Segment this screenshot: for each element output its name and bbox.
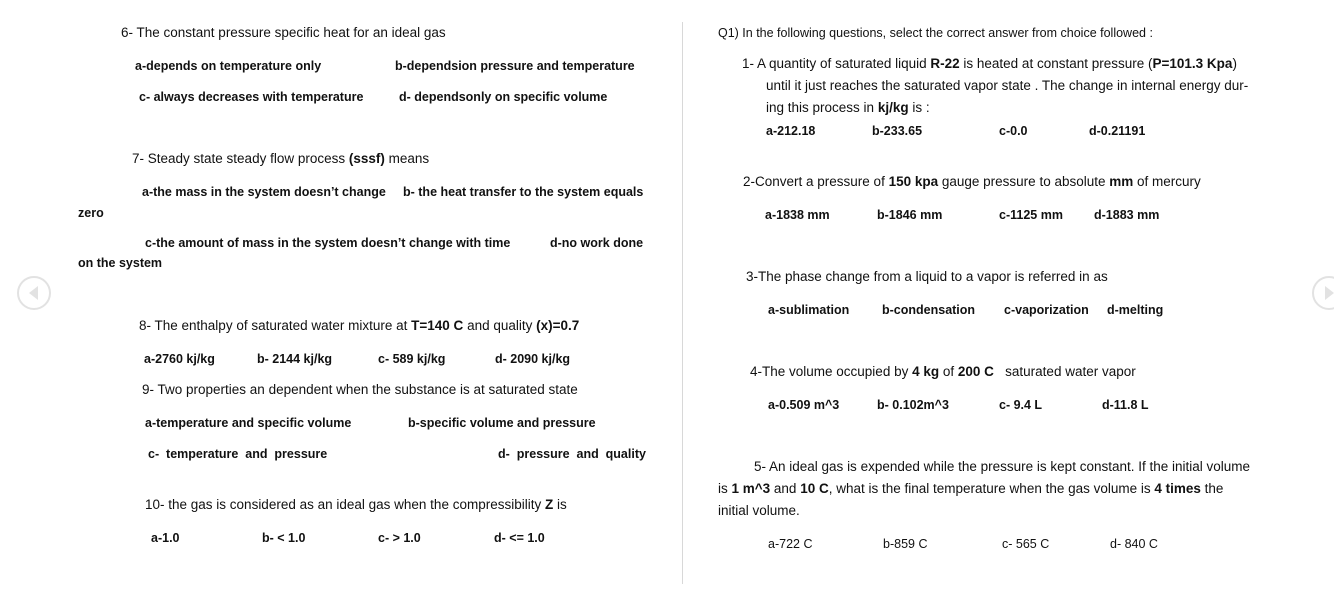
q9-stem: 9- Two properties an dependent when the substance is at saturated state [142,382,578,397]
q2-stem: 2-Convert a pressure of 150 kpa gauge pressure to absolute mm of mercury [743,174,1201,189]
q1-option-c: c-0.0 [999,124,1028,138]
q9-option-d: d- pressure and quality [498,447,646,461]
q6-stem: 6- The constant pressure specific heat for an ideal gas [121,25,446,40]
q8-option-b: b- 2144 kj/kg [257,352,333,366]
q3-stem: 3-The phase change from a liquid to a vapor is referred in as [746,269,1108,284]
q10-option-a: a-1.0 [151,531,180,545]
q1-stem-line3: ing this process in kj/kg is : [766,100,930,115]
q6-option-d: d- dependsonly on specific volume [399,90,608,104]
next-page-button[interactable] [1312,276,1334,310]
q4-option-b: b- 0.102m^3 [877,398,949,412]
q4-stem: 4-The volume occupied by 4 kg of 200 C saturated water vapor [750,364,1136,379]
q1-stem-line1: 1- A quantity of saturated liquid R-22 is heated at constant pressure (P=101.3 Kpa) [742,56,1237,71]
q6-option-a: a-depends on temperature only [135,59,322,73]
q3-option-d: d-melting [1107,303,1164,317]
q1-option-d: d-0.21191 [1089,124,1146,138]
q7-option-d-continued: on the system [78,256,163,270]
q7-stem: 7- Steady state steady flow process (sssf) means [132,151,430,166]
q9-option-b: b-specific volume and pressure [408,416,596,430]
q7-option-d: d-no work done [550,236,644,250]
q5-option-d: d- 840 C [1110,537,1158,551]
q4-option-d: d-11.8 L [1102,398,1149,412]
q3-option-b: b-condensation [882,303,976,317]
q2-option-c: c-1125 mm [999,208,1063,222]
q10-option-c: c- > 1.0 [378,531,421,545]
chevron-right-icon [1314,278,1334,308]
q7-option-a: a-the mass in the system doesn’t change [142,185,386,199]
q2-option-b: b-1846 mm [877,208,943,222]
q8-option-c: c- 589 kj/kg [378,352,446,366]
q4-option-c: c- 9.4 L [999,398,1043,412]
q6-option-b: b-dependsion pressure and temperature [395,59,635,73]
q9-option-a: a-temperature and specific volume [145,416,352,430]
chevron-left-icon [19,278,49,308]
q1-option-b: b-233.65 [872,124,923,138]
q9-option-c: c- temperature and pressure [148,447,328,461]
page-divider [682,22,683,584]
q5-stem-line2: is 1 m^3 and 10 C, what is the final temperature when the gas volume is 4 times the [718,481,1224,496]
q10-stem: 10- the gas is considered as an ideal gas when the compressibility Z is [145,497,567,512]
q6-option-c: c- always decreases with temperature [139,90,364,104]
q1-option-a: a-212.18 [766,124,816,138]
q3-option-c: c-vaporization [1004,303,1089,317]
q7-option-c: c-the amount of mass in the system doesn’t change with time [145,236,511,250]
prev-page-button[interactable] [17,276,51,310]
q5-stem-line1: 5- An ideal gas is expended while the pressure is kept constant. If the initial volume [754,459,1251,474]
q10-option-b: b- < 1.0 [262,531,306,545]
q4-option-a: a-0.509 m^3 [768,398,840,412]
q8-option-d: d- 2090 kj/kg [495,352,571,366]
q1-header: Q1) In the following questions, select the correct answer from choice followed : [718,26,1153,40]
q5-option-b: b-859 C [883,537,928,551]
q8-option-a: a-2760 kj/kg [144,352,215,366]
q3-option-a: a-sublimation [768,303,850,317]
q7-option-b: b- the heat transfer to the system equals [403,185,644,199]
q8-stem: 8- The enthalpy of saturated water mixture at T=140 C and quality (x)=0.7 [139,318,580,333]
q2-option-d: d-1883 mm [1094,208,1160,222]
q7-option-b-continued: zero [78,206,104,220]
q5-stem-line3: initial volume. [718,503,800,518]
q5-option-a: a-722 C [768,537,813,551]
q1-stem-line2: until it just reaches the saturated vapor state . The change in internal energy dur- [766,78,1249,93]
q2-option-a: a-1838 mm [765,208,830,222]
q10-option-d: d- <= 1.0 [494,531,545,545]
q5-option-c: c- 565 C [1002,537,1050,551]
